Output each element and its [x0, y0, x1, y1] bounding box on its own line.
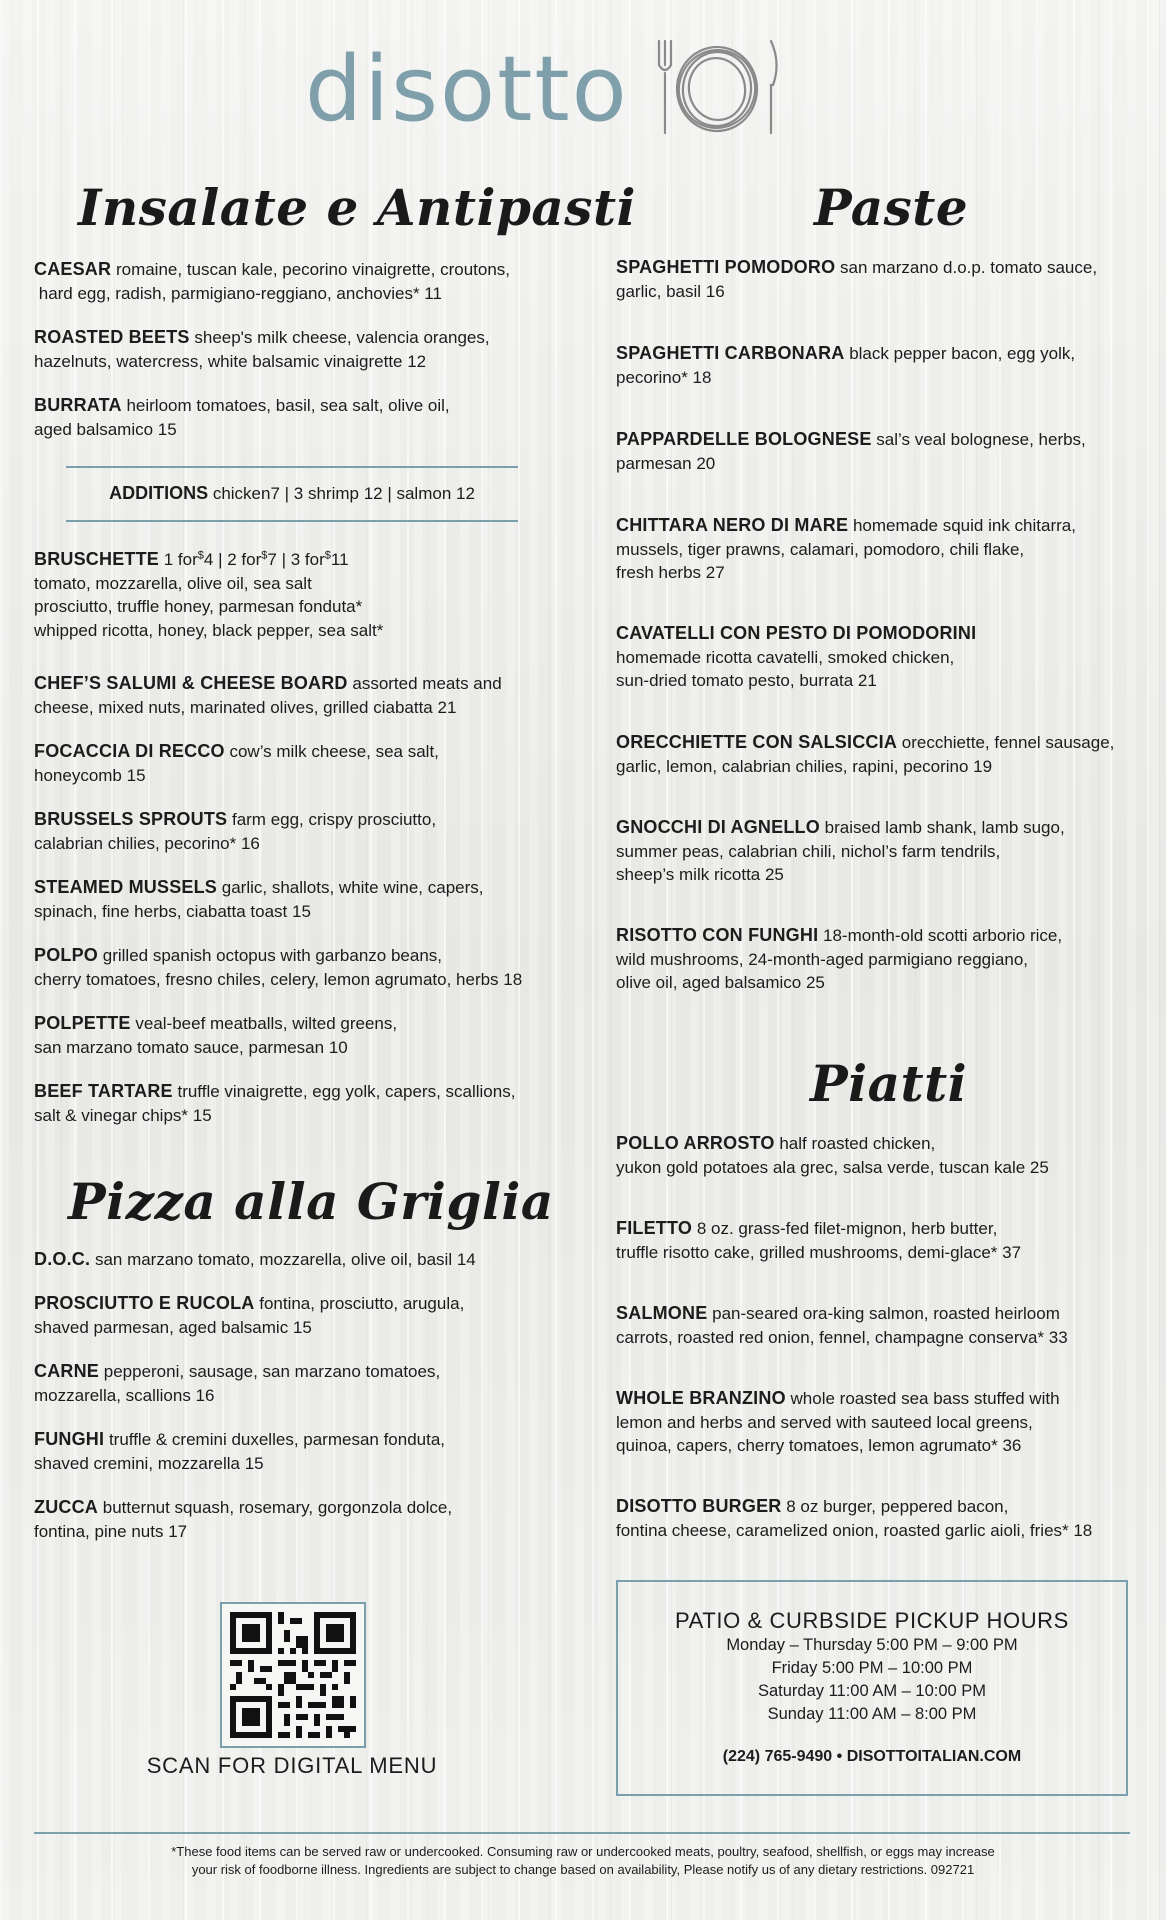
item-desc: heirloom tomatoes, basil, sea salt, olive oil, — [126, 396, 450, 415]
disclaimer-line: *These food items can be served raw or undercooked. Consuming raw or undercooked meats, poultry, seafood, shellfish, or eggs may increase — [171, 1844, 995, 1859]
additions-label: ADDITIONS — [109, 483, 209, 503]
item-desc: fontina, pine nuts 17 — [34, 1521, 188, 1541]
fork-plate-knife-icon — [647, 33, 787, 148]
menu-item — [616, 514, 1156, 585]
item-desc: honeycomb 15 — [34, 765, 146, 785]
item-desc: cow’s milk cheese, sea salt, — [229, 742, 439, 761]
section-title-paste: Paste — [814, 178, 969, 237]
item-name: STEAMED MUSSELS — [34, 877, 218, 897]
item-name: CHITTARA NERO DI MARE — [616, 515, 849, 535]
item-name: POLPETTE — [34, 1013, 131, 1033]
item-name: SALMONE — [616, 1303, 708, 1323]
item-desc: homemade ricotta cavatelli, smoked chicken, — [616, 647, 955, 667]
bruschette-line: whipped ricotta, honey, black pepper, sea salt* — [34, 620, 384, 640]
item-name: CARNE — [34, 1361, 100, 1381]
hours-line: Friday 5:00 PM – 10:00 PM — [771, 1659, 973, 1677]
item-desc: pan-seared ora-king salmon, roasted heirloom — [712, 1304, 1060, 1323]
hours-title: PATIO & CURBSIDE PICKUP HOURS — [675, 1608, 1069, 1633]
item-desc: aged balsamico 15 — [34, 419, 177, 439]
hours-box — [616, 1580, 1128, 1796]
item-desc: pecorino* 18 — [616, 367, 712, 387]
item-name: ORECCHIETTE CON SALSICCIA — [616, 732, 898, 752]
item-name: POLLO ARROSTO — [616, 1133, 775, 1153]
item-desc: 18-month-old scotti arborio rice, — [823, 926, 1063, 945]
price-value: 4 — [203, 550, 214, 569]
item-desc: parmesan 20 — [616, 453, 716, 473]
item-desc: fontina, prosciutto, arugula, — [259, 1294, 465, 1313]
item-desc: wild mushrooms, 24-month-aged parmigiano reggiano, — [616, 949, 1028, 969]
item-desc: garlic, lemon, calabrian chilies, rapini, pecorino 19 — [616, 756, 993, 776]
item-name: BRUSCHETTE — [34, 549, 160, 569]
item-name: WHOLE BRANZINO — [616, 1388, 786, 1408]
menu-item — [34, 1080, 574, 1127]
item-desc: fontina cheese, caramelized onion, roasted garlic aioli, fries* 18 — [616, 1520, 1093, 1540]
price-option: | 3 for — [276, 550, 325, 569]
item-desc: cheese, mixed nuts, marinated olives, grilled ciabatta 21 — [34, 697, 457, 717]
menu-item — [616, 1387, 1156, 1458]
menu-item — [616, 256, 1156, 303]
item-desc: half roasted chicken, — [779, 1134, 936, 1153]
price-value: 11 — [330, 550, 349, 569]
dollar-sign: $ — [197, 549, 204, 562]
bruschette-line: tomato, mozzarella, olive oil, sea salt — [34, 573, 312, 593]
menu-item — [34, 1496, 574, 1543]
menu-item — [616, 622, 1156, 693]
qr-code-icon — [230, 1612, 356, 1738]
menu-item — [34, 1360, 574, 1407]
footer-disclaimer — [60, 1843, 1106, 1879]
item-name: BEEF TARTARE — [34, 1081, 173, 1101]
bruschette-line: prosciutto, truffle honey, parmesan fonduta* — [34, 597, 363, 616]
item-name: CAESAR — [34, 259, 112, 279]
item-name: ROASTED BEETS — [34, 327, 190, 347]
item-desc: sun-dried tomato pesto, burrata 21 — [616, 671, 877, 690]
item-desc: hazelnuts, watercress, white balsamic vinaigrette 12 — [34, 351, 427, 371]
item-desc: whole roasted sea bass stuffed with — [790, 1389, 1060, 1408]
item-desc: olive oil, aged balsamico 25 — [616, 973, 825, 992]
item-desc: mozzarella, scallions 16 — [34, 1385, 215, 1405]
divider — [66, 466, 518, 468]
menu-item-bruschette — [34, 548, 574, 642]
item-name: CAVATELLI CON PESTO DI POMODORINI — [616, 623, 977, 643]
item-desc: assorted meats and — [352, 674, 502, 693]
menu-item — [34, 740, 574, 787]
price-value: 7 — [267, 550, 277, 569]
item-desc: san marzano d.o.p. tomato sauce, — [840, 258, 1098, 277]
item-desc: braised lamb shank, lamb sugo, — [824, 818, 1065, 837]
menu-item — [616, 1132, 1156, 1179]
item-name: PROSCIUTTO E RUCOLA — [34, 1293, 255, 1313]
additions — [66, 483, 518, 504]
menu-item — [616, 342, 1156, 389]
menu-item — [616, 428, 1156, 475]
hours-line: Monday – Thursday 5:00 PM – 9:00 PM — [726, 1636, 1018, 1654]
item-desc: yukon gold potatoes ala grec, salsa verde, tuscan kale 25 — [616, 1157, 1049, 1177]
item-desc: truffle risotto cake, grilled mushrooms, demi-glace* 37 — [616, 1242, 1022, 1262]
menu-item — [616, 816, 1156, 887]
item-desc: fresh herbs 27 — [616, 563, 725, 582]
section-title-pizza: Pizza alla Griglia — [68, 1172, 554, 1231]
item-name: CHEF’S SALUMI & CHEESE BOARD — [34, 673, 348, 693]
item-desc: lemon and herbs and served with sauteed local greens, — [616, 1412, 1033, 1432]
item-desc: carrots, roasted red onion, fennel, champagne conserva* 33 — [616, 1327, 1068, 1347]
menu-item — [616, 924, 1156, 995]
menu-item — [34, 876, 574, 923]
price-option: 1 for — [163, 550, 198, 569]
menu-item — [34, 394, 574, 441]
menu-item — [34, 258, 574, 305]
additions-desc: chicken7 | 3 shrimp 12 | salmon 12 — [212, 484, 475, 503]
menu-item — [616, 731, 1156, 778]
item-desc: 8 oz. grass-fed filet-mignon, herb butter, — [696, 1219, 998, 1238]
qr-label: SCAN FOR DIGITAL MENU — [146, 1753, 438, 1778]
item-desc: calabrian chilies, pecorino* 16 — [34, 833, 260, 853]
disclaimer-line: your risk of foodborne illness. Ingredients are subject to change based on availability, Please notify us of any dietary restrictions. 092721 — [191, 1862, 975, 1877]
logo — [305, 30, 787, 150]
item-name: BURRATA — [34, 395, 122, 415]
item-desc: shaved parmesan, aged balsamic 15 — [34, 1317, 312, 1337]
hours-line: Saturday 11:00 AM – 10:00 PM — [757, 1682, 987, 1700]
menu-item — [34, 1248, 574, 1272]
price-option: | 2 for — [213, 550, 262, 569]
item-name: PAPPARDELLE BOLOGNESE — [616, 429, 872, 449]
divider — [66, 520, 518, 522]
menu-item — [34, 808, 574, 855]
menu-item — [616, 1302, 1156, 1349]
item-name: POLPO — [34, 945, 99, 965]
item-name: ZUCCA — [34, 1497, 98, 1517]
item-desc: sal’s veal bolognese, herbs, — [876, 430, 1086, 449]
menu-item — [34, 944, 594, 991]
item-desc: homemade squid ink chitarra, — [852, 516, 1076, 535]
item-name: SPAGHETTI CARBONARA — [616, 343, 845, 363]
menu-item — [34, 1292, 574, 1339]
item-desc: veal-beef meatballs, wilted greens, — [135, 1014, 398, 1033]
item-desc: san marzano tomato, mozzarella, olive oil, basil 14 — [94, 1250, 476, 1269]
dollar-sign: $ — [324, 549, 331, 562]
item-desc: garlic, basil 16 — [616, 281, 725, 301]
item-desc: garlic, shallots, white wine, capers, — [221, 878, 484, 897]
menu-item — [34, 672, 574, 719]
section-title-insalate: Insalate e Antipasti — [78, 178, 637, 237]
menu-item — [616, 1495, 1156, 1542]
item-desc: 8 oz burger, peppered bacon, — [786, 1497, 1009, 1516]
item-desc: salt & vinegar chips* 15 — [34, 1105, 212, 1125]
item-desc: sheep's milk cheese, valencia oranges, — [194, 328, 490, 347]
item-desc: black pepper bacon, egg yolk, — [849, 344, 1076, 363]
item-name: FUNGHI — [34, 1429, 105, 1449]
item-desc: spinach, fine herbs, ciabatta toast 15 — [34, 901, 311, 921]
item-desc: summer peas, calabrian chili, nichol’s farm tendrils, — [616, 841, 1001, 861]
menu-item — [34, 1012, 574, 1059]
qr-code[interactable] — [220, 1602, 366, 1748]
item-name: FILETTO — [616, 1218, 693, 1238]
footer-divider — [34, 1832, 1130, 1834]
contact-info[interactable]: (224) 765-9490 • DISOTTOITALIAN.COM — [722, 1748, 1022, 1765]
hours-line: Sunday 11:00 AM – 8:00 PM — [767, 1705, 977, 1723]
item-desc: farm egg, crispy prosciutto, — [231, 810, 437, 829]
section-title-piatti: Piatti — [810, 1054, 968, 1113]
item-name: SPAGHETTI POMODORO — [616, 257, 836, 277]
item-name: RISOTTO CON FUNGHI — [616, 925, 819, 945]
menu-item — [34, 326, 574, 373]
item-desc: sheep’s milk ricotta 25 — [616, 865, 784, 884]
menu-item — [34, 1428, 574, 1475]
item-desc: romaine, tuscan kale, pecorino vinaigrette, croutons, — [115, 260, 510, 279]
item-desc: orecchiette, fennel sausage, — [901, 733, 1115, 752]
item-name: FOCACCIA DI RECCO — [34, 741, 225, 761]
item-desc: truffle vinaigrette, egg yolk, capers, scallions, — [177, 1082, 516, 1101]
dollar-sign: $ — [261, 549, 268, 562]
item-desc: grilled spanish octopus with garbanzo beans, — [102, 946, 443, 965]
item-name: D.O.C. — [34, 1249, 91, 1269]
menu-item — [616, 1217, 1156, 1264]
item-desc: cherry tomatoes, fresno chiles, celery, lemon agrumato, herbs 18 — [34, 969, 523, 989]
item-desc: pepperoni, sausage, san marzano tomatoes, — [103, 1362, 441, 1381]
item-name: GNOCCHI DI AGNELLO — [616, 817, 820, 837]
item-desc: quinoa, capers, cherry tomatoes, lemon agrumato* 36 — [616, 1436, 1022, 1455]
item-desc: mussels, tiger prawns, calamari, pomodoro, chili flake, — [616, 539, 1025, 559]
item-desc: shaved cremini, mozzarella 15 — [34, 1453, 264, 1473]
item-desc: truffle & cremini duxelles, parmesan fonduta, — [108, 1430, 446, 1449]
brand-name: disotto — [305, 37, 629, 142]
item-name: BRUSSELS SPROUTS — [34, 809, 228, 829]
item-desc: hard egg, radish, parmigiano-reggiano, anchovies* 11 — [38, 283, 442, 303]
item-desc: san marzano tomato sauce, parmesan 10 — [34, 1037, 348, 1057]
item-desc: butternut squash, rosemary, gorgonzola dolce, — [102, 1498, 453, 1517]
item-name: DISOTTO BURGER — [616, 1496, 782, 1516]
